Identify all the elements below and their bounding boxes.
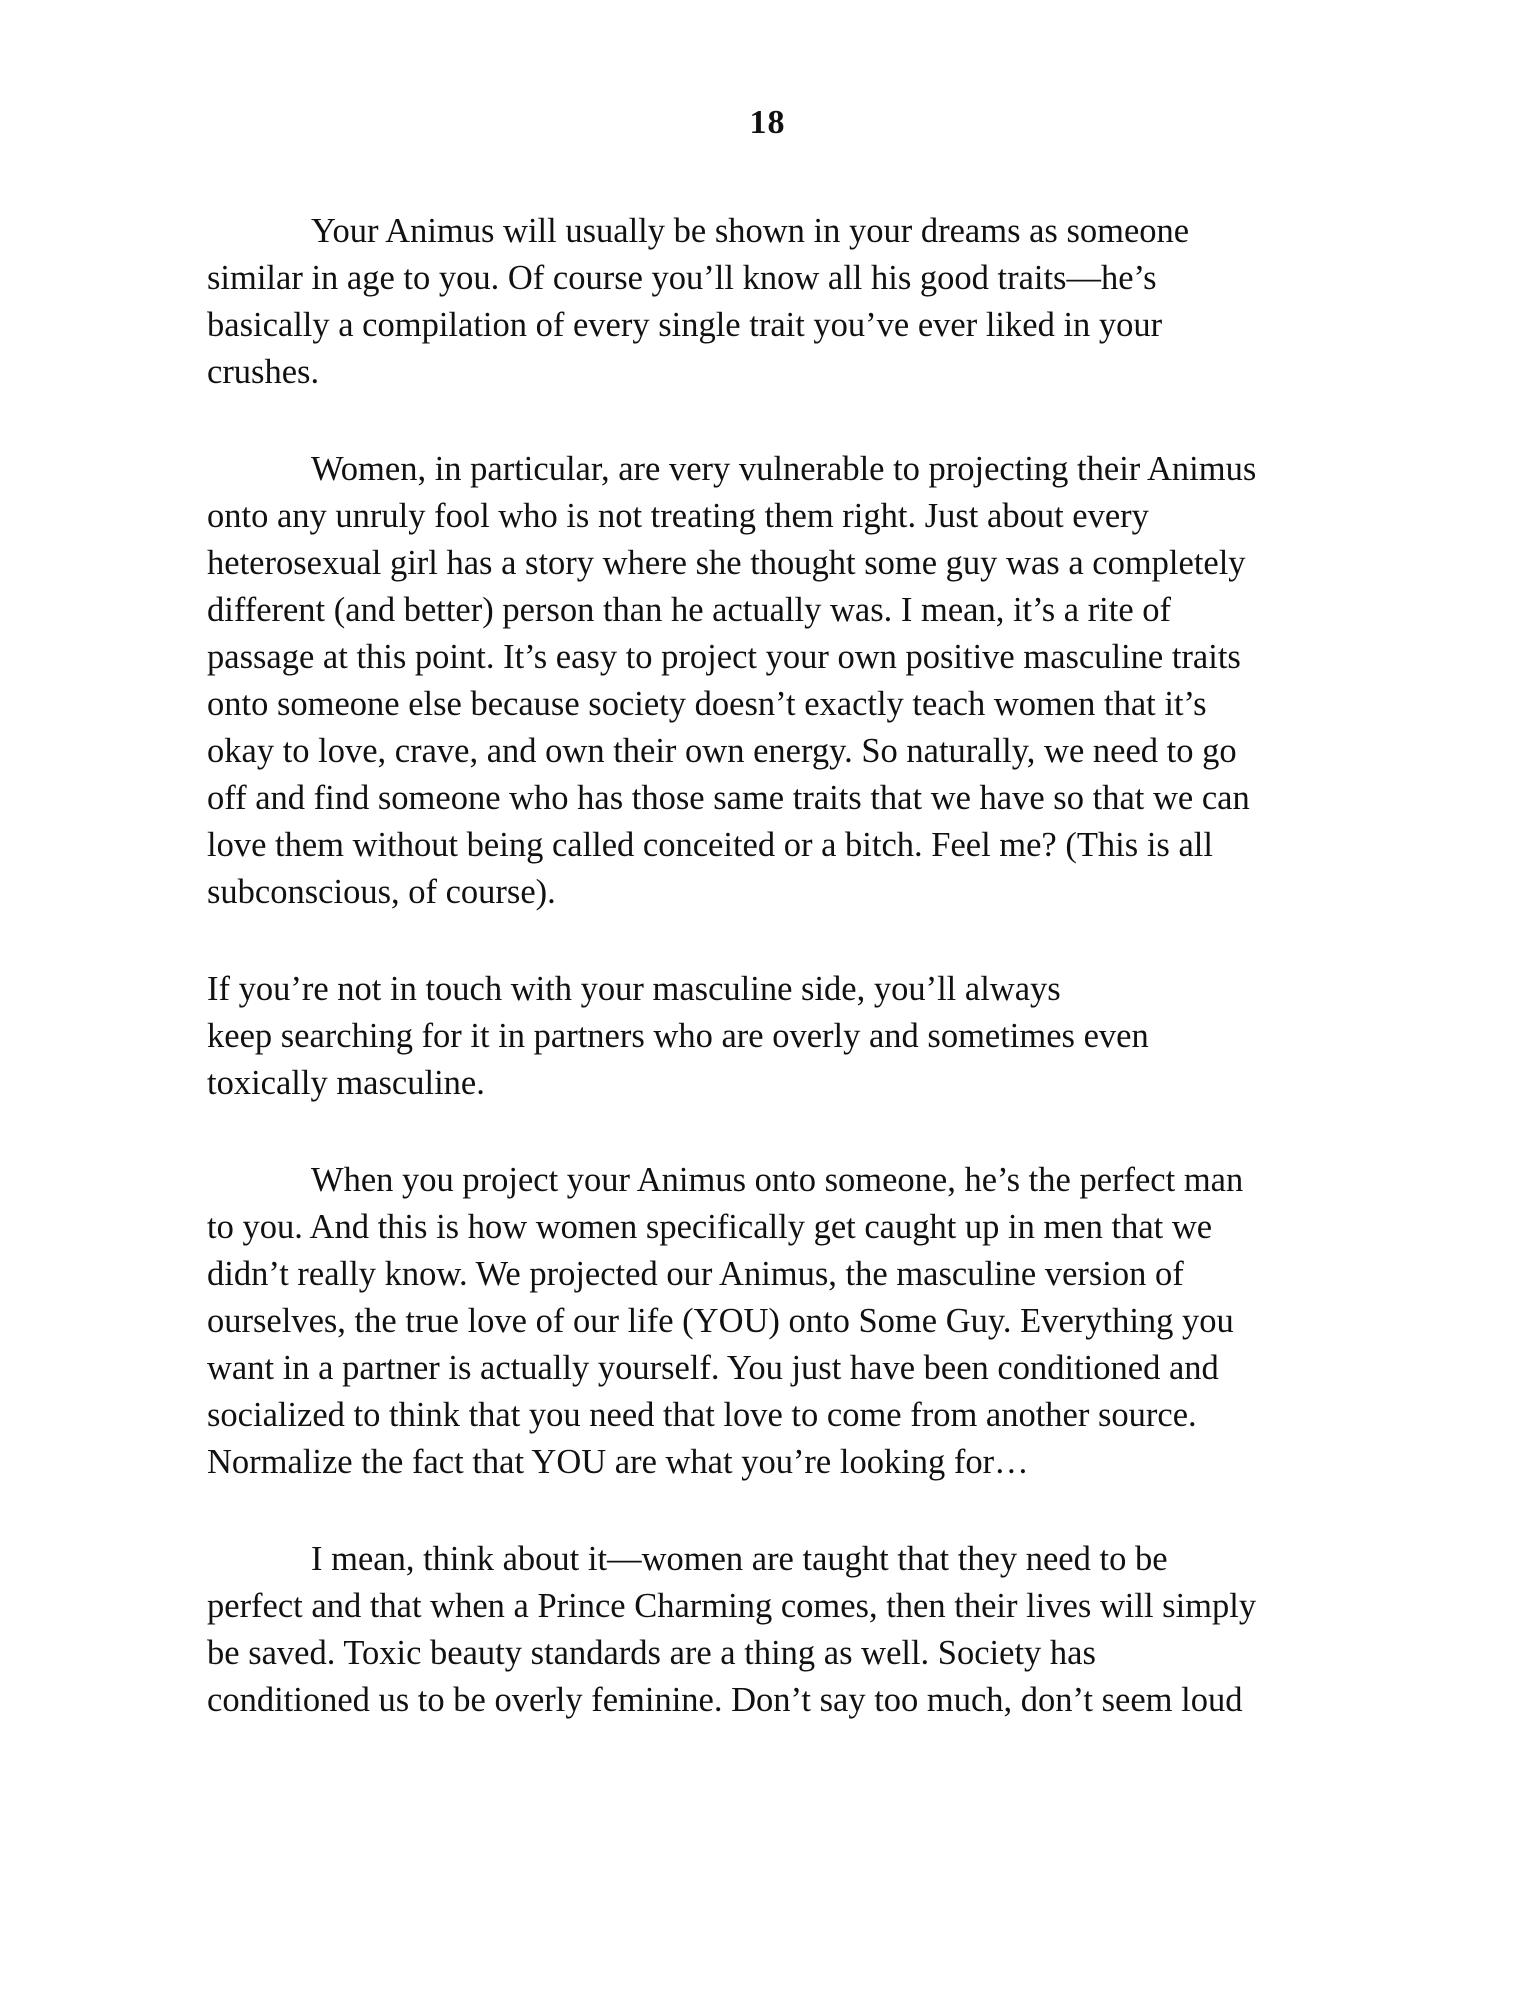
text-line: onto any unruly fool who is not treating them right. Just about every bbox=[207, 497, 1149, 535]
text-line: toxically masculine. bbox=[207, 1064, 485, 1102]
text-line: Your Animus will usually be shown in your dreams as someone bbox=[311, 212, 1190, 250]
body-text bbox=[207, 208, 1337, 1774]
text-line: subconscious, of course). bbox=[207, 873, 556, 911]
text-line: off and find someone who has those same traits that we have so that we can bbox=[207, 779, 1250, 817]
paragraph-2 bbox=[207, 446, 1337, 916]
paragraph-1 bbox=[207, 208, 1337, 396]
paragraph-4 bbox=[207, 1157, 1337, 1486]
text-line: I mean, think about it—women are taught that they need to be bbox=[311, 1540, 1168, 1578]
text-line: basically a compilation of every single trait you’ve ever liked in your bbox=[207, 306, 1163, 344]
paragraph-5 bbox=[207, 1536, 1337, 1724]
text-line: Women, in particular, are very vulnerable to projecting their Animus bbox=[311, 450, 1257, 488]
text-line: ourselves, the true love of our life (YOU) onto Some Guy. Everything you bbox=[207, 1302, 1234, 1340]
text-line: okay to love, crave, and own their own energy. So naturally, we need to go bbox=[207, 732, 1237, 770]
text-line: didn’t really know. We projected our Animus, the masculine version of bbox=[207, 1255, 1184, 1293]
page-number: 18 bbox=[749, 104, 786, 141]
text-line: passage at this point. It’s easy to project your own positive masculine traits bbox=[207, 638, 1241, 676]
text-line: conditioned us to be overly feminine. Don’t say too much, don’t seem loud bbox=[207, 1681, 1243, 1719]
text-line: similar in age to you. Of course you’ll know all his good traits—he’s bbox=[207, 259, 1157, 297]
text-line: keep searching for it in partners who are overly and sometimes even bbox=[207, 1017, 1149, 1055]
text-line: onto someone else because society doesn’t exactly teach women that it’s bbox=[207, 685, 1207, 723]
text-line: different (and better) person than he actually was. I mean, it’s a rite of bbox=[207, 591, 1172, 629]
paragraph-3 bbox=[207, 966, 1337, 1107]
text-line: Normalize the fact that YOU are what you’re looking for… bbox=[207, 1443, 1029, 1481]
text-line: perfect and that when a Prince Charming comes, then their lives will simply bbox=[207, 1587, 1257, 1625]
text-line: to you. And this is how women specifically get caught up in men that we bbox=[207, 1208, 1213, 1246]
text-line: If you’re not in touch with your masculine side, you’ll always bbox=[207, 970, 1061, 1008]
text-line: crushes. bbox=[207, 353, 320, 391]
text-line: love them without being called conceited or a bitch. Feel me? (This is all bbox=[207, 826, 1213, 864]
text-line: want in a partner is actually yourself. You just have been conditioned and bbox=[207, 1349, 1219, 1387]
text-line: socialized to think that you need that love to come from another source. bbox=[207, 1396, 1197, 1434]
text-line: be saved. Toxic beauty standards are a thing as well. Society has bbox=[207, 1634, 1096, 1672]
text-line: heterosexual girl has a story where she thought some guy was a completely bbox=[207, 544, 1246, 582]
text-line: When you project your Animus onto someone, he’s the perfect man bbox=[311, 1161, 1244, 1199]
